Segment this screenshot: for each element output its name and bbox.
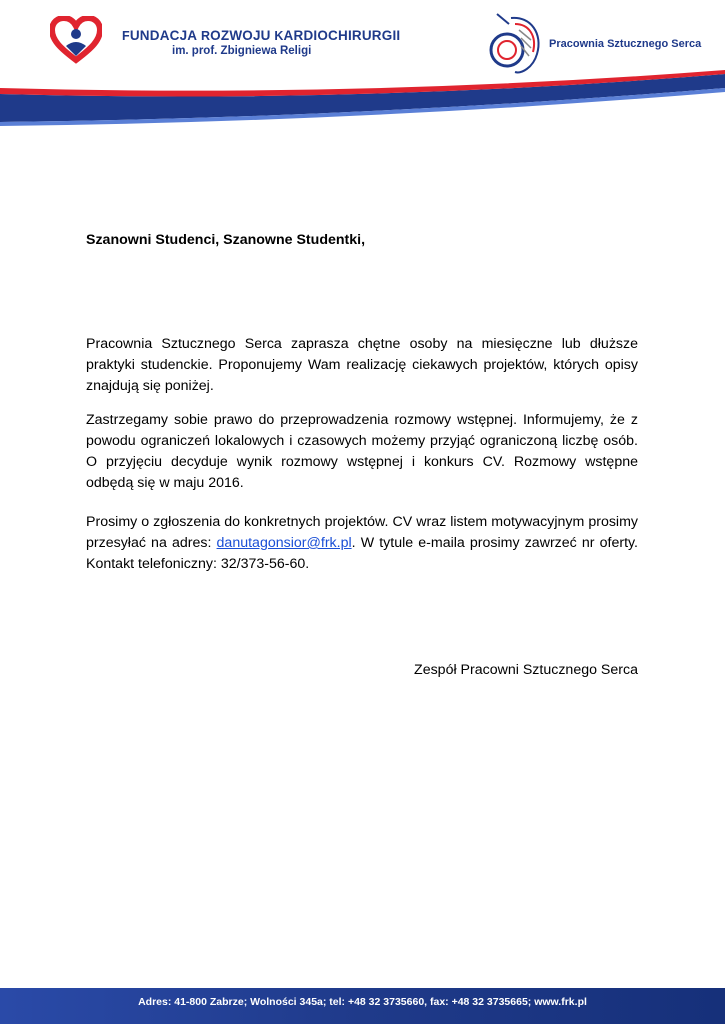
paragraph-3-text-before: Prosimy o zgłoszenia do konkretnych projektów. CV wraz listem motywacyjnym prosimy przesyłać na adres: <box>86 514 638 551</box>
foundation-subtitle: im. prof. Zbigniewa Religi <box>172 45 312 57</box>
paragraph-3-text-after: . W tytule e-maila prosimy zawrzeć nr oferty. Kontakt telefoniczny: 32/373-56-60. <box>86 535 638 572</box>
letter-paragraph-3 <box>86 512 638 575</box>
contact-email-link[interactable]: danutagonsior@frk.pl <box>216 535 352 551</box>
footer-address: Adres: 41-800 Zabrze; Wolności 345a; tel: +48 32 3735660, fax: +48 32 3735665; www.frk.pl <box>138 996 587 1008</box>
lab-name: Pracownia Sztucznego Serca <box>549 38 702 50</box>
letter-signature: Zespół Pracowni Sztucznego Serca <box>414 662 638 678</box>
letter-paragraph-2: Zastrzegamy sobie prawo do przeprowadzenia rozmowy wstępnej. Informujemy, że z powodu ograniczeń lokalowych i czasowych możemy przyjąć ograniczoną liczbę osób. O przyjęciu decyduje wynik rozmowy wstępnej i konkurs CV. Rozmowy wstępne odbędą się w maju 2016. <box>86 412 638 491</box>
letterhead <box>0 0 725 125</box>
letter-paragraph-1: Pracownia Sztucznego Serca zaprasza chętne osoby na miesięczne lub dłuższe praktyki studenckie. Proponujemy Wam realizację ciekawych projektów, których opisy znajdują się poniżej. <box>86 336 638 394</box>
letter-greeting: Szanowni Studenci, Szanowne Studentki, <box>86 232 366 248</box>
foundation-name: FUNDACJA ROZWOJU KARDIOCHIRURGII <box>122 28 401 43</box>
artificial-heart-logo-icon <box>487 10 545 78</box>
foundation-heart-logo-icon <box>50 16 102 64</box>
footer <box>0 988 725 1024</box>
header-swoosh <box>0 70 725 130</box>
